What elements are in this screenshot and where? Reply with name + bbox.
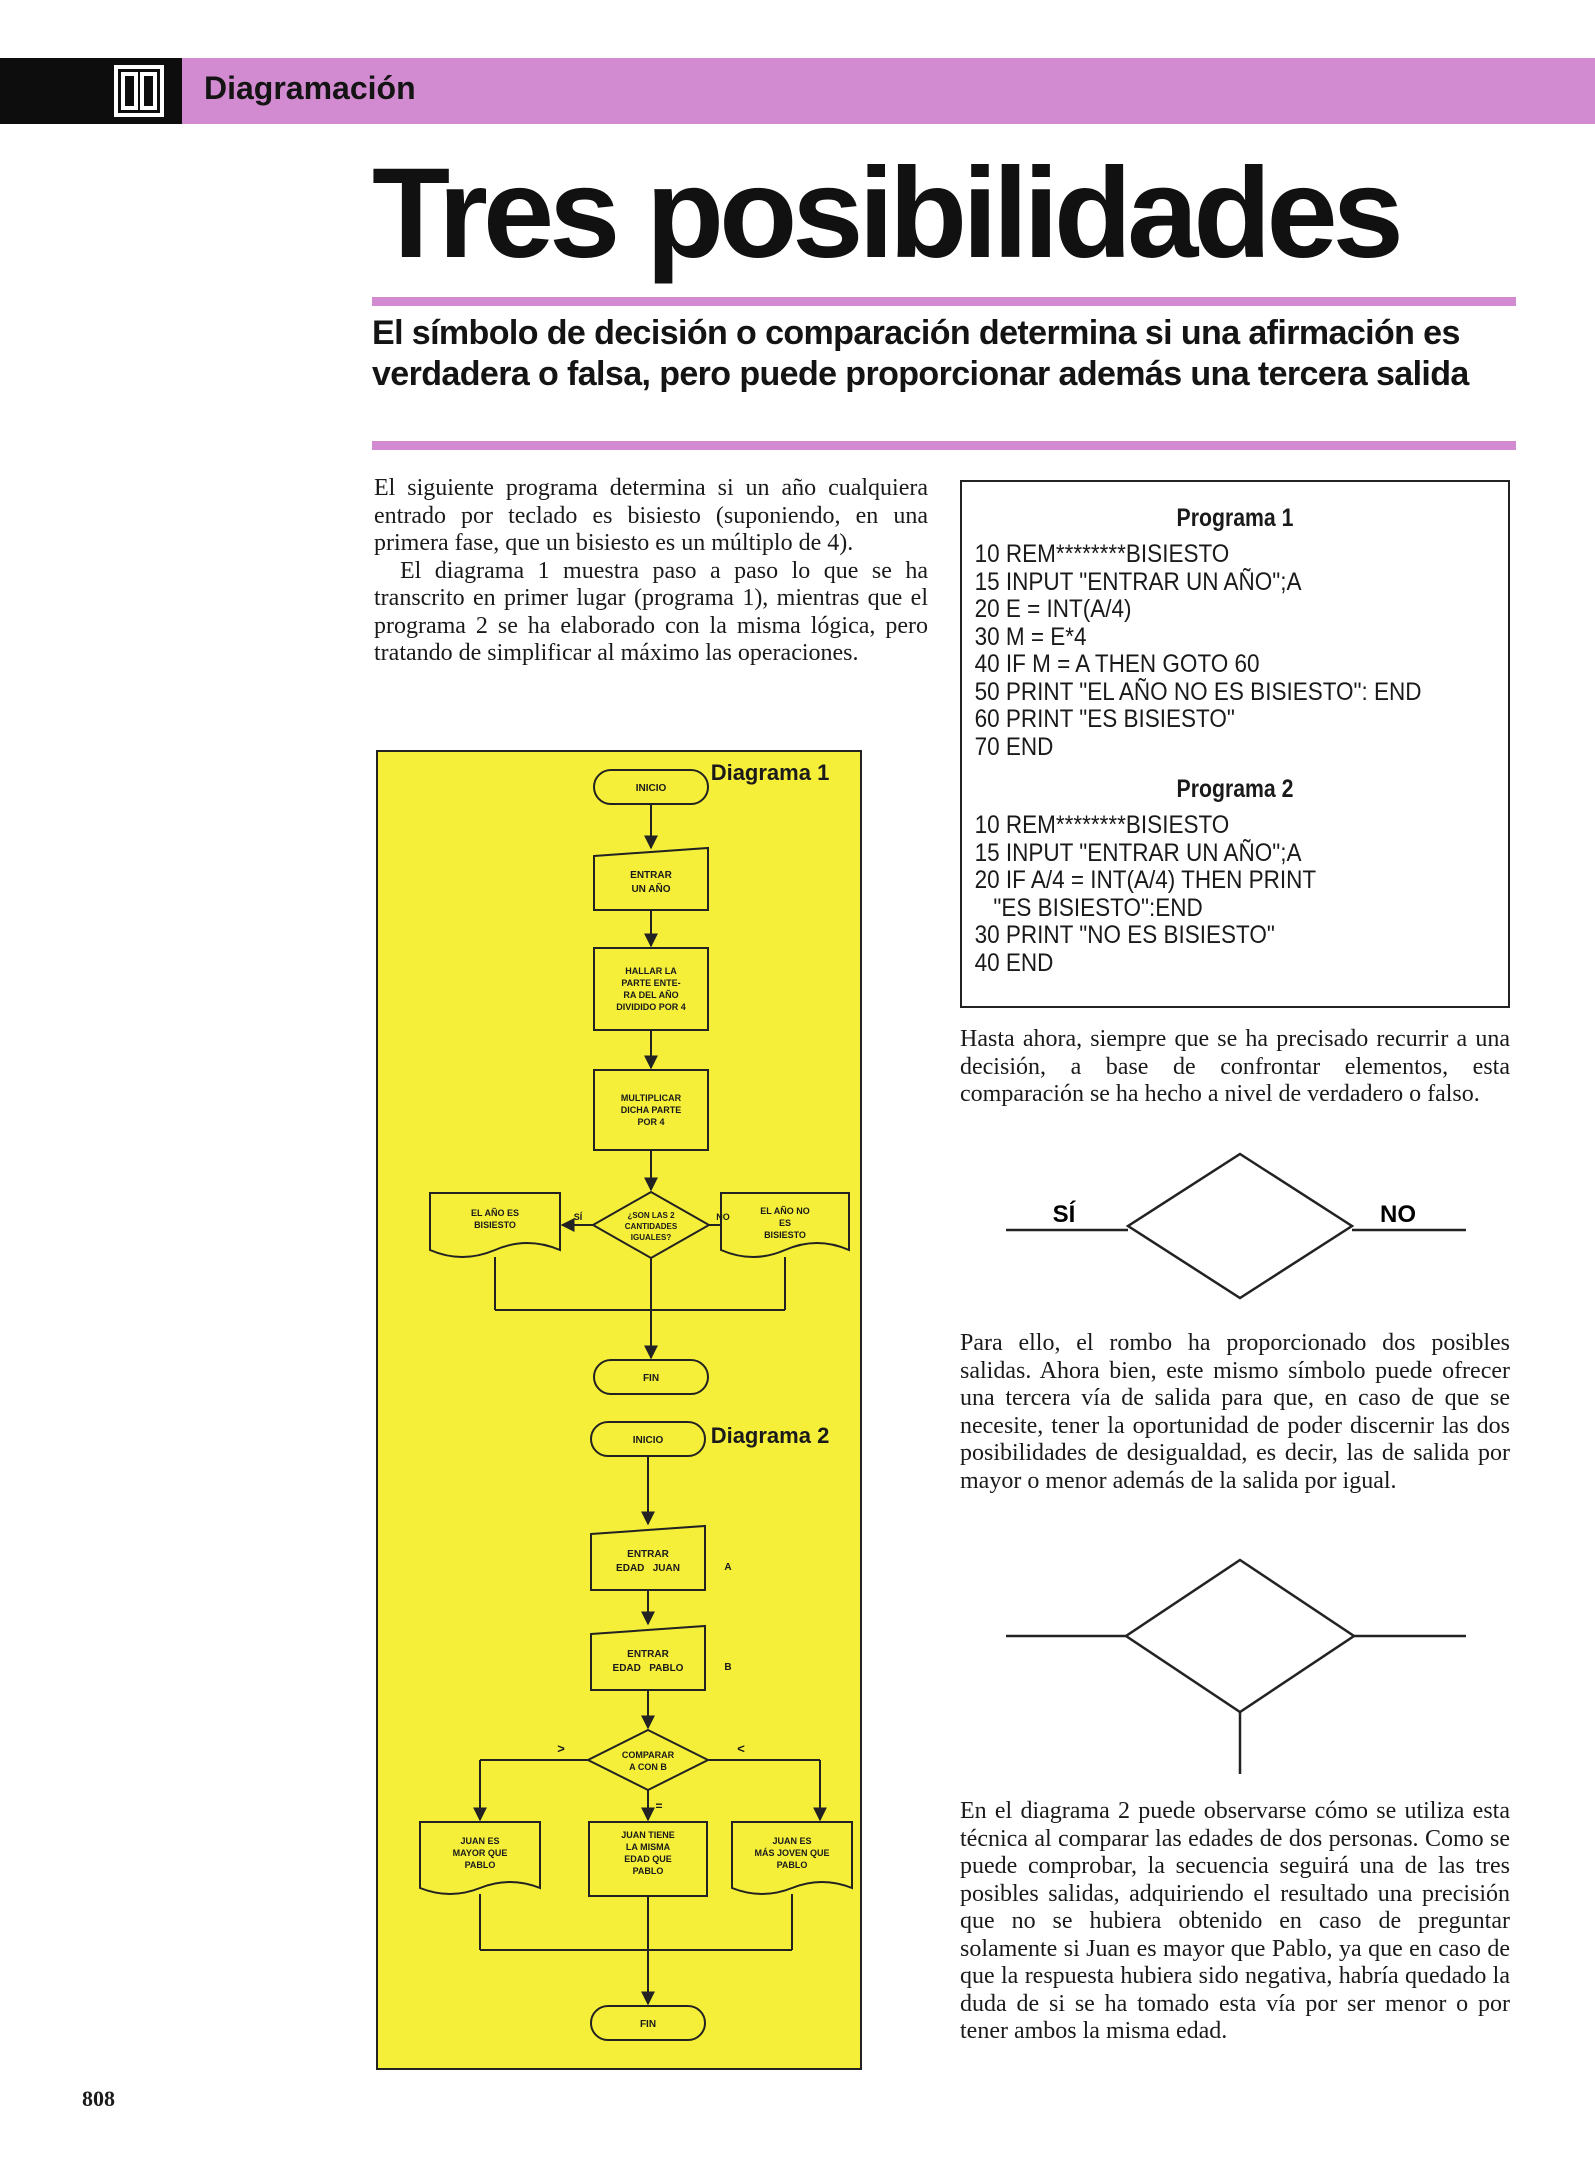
d1-multiplicar-label: POR 4 [637, 1117, 665, 1127]
d1-inicio-label: INICIO [635, 783, 667, 794]
code-line: 20 IF A/4 = INT(A/4) THEN PRINT [974, 866, 1317, 894]
d1-decision-label: IGUALES? [630, 1233, 672, 1242]
d2-left-out-label: MAYOR QUE [452, 1848, 508, 1858]
d1-hallar-label: PARTE ENTE- [621, 978, 681, 988]
d2-entrar-b-label: EDAD PABLO [612, 1663, 684, 1674]
si-label: SÍ [1052, 1201, 1076, 1228]
d1-decision-label: ¿SON LAS 2 [627, 1211, 675, 1220]
d1-entrar-label: ENTRAR [630, 870, 672, 881]
intro-text [374, 475, 928, 668]
flowcharts [376, 750, 862, 2070]
code-line: 10 REM********BISIESTO [974, 811, 1230, 839]
code-line: 50 PRINT "EL AÑO NO ES BISIESTO": END [974, 677, 1422, 706]
d2-decision-label: COMPARAR [621, 1750, 675, 1760]
diagram-2-title: Diagrama 2 [710, 1423, 830, 1448]
d1-no-out-label: ES [778, 1218, 792, 1228]
d1-multiplicar-label: DICHA PARTE [620, 1105, 682, 1115]
d2-mid-out-label: JUAN TIENE [621, 1830, 675, 1840]
d2-entrar-a-label: EDAD JUAN [616, 1563, 680, 1574]
code-line: 30 M = E*4 [974, 622, 1087, 651]
two-way-decision-diagram [1000, 1148, 1470, 1308]
code-line: 15 INPUT "ENTRAR UN AÑO";A [974, 838, 1302, 867]
d2-gt-label: > [557, 1741, 565, 1756]
d1-hallar-label: DIVIDIDO POR 4 [616, 1002, 686, 1012]
d2-eq-label: = [655, 1799, 663, 1813]
d2-fin-label: FIN [639, 2019, 657, 2030]
d2-left-out-label: PABLO [464, 1860, 496, 1870]
intro-paragraph-1: El siguiente programa determina si un año cualquiera entrado por teclado es bisiesto (suponiendo, en una primera fase, que un bisiesto es un múltiplo de 4). [374, 475, 928, 556]
d1-fin-label: FIN [642, 1373, 660, 1384]
no-label: NO [1380, 1201, 1416, 1228]
d1-no-out-label: BISIESTO [764, 1230, 806, 1240]
subtitle-rule [372, 441, 1516, 450]
d2-label-b: B [724, 1662, 732, 1673]
code-line: "ES BISIESTO":END [974, 893, 1203, 922]
intro-paragraph-2: El diagrama 1 muestra paso a paso lo que se ha transcrito en primer lugar (programa 1), mientras que el programa 2 se ha elaborado con la misma lógica, pero tratando de simplificar al máximo las operaciones. [374, 557, 928, 666]
d1-decision-label: CANTIDADES [624, 1222, 678, 1231]
d1-no-label: NO [716, 1212, 730, 1222]
program-2-title: Programa 2 [1176, 775, 1294, 803]
three-way-decision-diagram [1000, 1556, 1470, 1778]
right-paragraph-2: Para ello, el rombo ha proporcionado dos posibles salidas. Ahora bien, este mismo símbolo puede ofrecer una tercera vía de salida para que, en caso de que se necesite, tener la oportunidad de poder discernir las dos posibilidades de desigualdad, es decir, las de salida por mayor o menor además de la salida por igual. [960, 1330, 1510, 1494]
d1-hallar-label: RA DEL AÑO [623, 990, 679, 1000]
d2-mid-out-label: PABLO [632, 1866, 664, 1876]
d1-hallar-process [594, 948, 708, 1030]
code-line: 40 IF M = A THEN GOTO 60 [974, 650, 1260, 678]
right-paragraph-1: Hasta ahora, siempre que se ha precisado recurrir a una decisión, a base de confrontar elementos, esta comparación se ha hecho a nivel de verdadero o falso. [960, 1026, 1510, 1107]
d2-left-out-label: JUAN ES [460, 1836, 500, 1846]
title-rule [372, 297, 1516, 306]
d2-decision-label: A CON B [629, 1762, 667, 1772]
d2-lt-label: < [737, 1741, 745, 1756]
diagram-1-title: Diagrama 1 [710, 760, 830, 785]
d2-left-document [420, 1822, 540, 1894]
d2-right-document [732, 1822, 852, 1894]
program-listing-box [960, 480, 1510, 1008]
d2-right-out-label: MÁS JOVEN QUE [754, 1848, 830, 1858]
section-label: Diagramación [204, 70, 416, 106]
d1-yes-out-label: BISIESTO [474, 1220, 516, 1230]
code-line: 70 END [974, 732, 1054, 761]
d2-decision-diamond [588, 1730, 708, 1790]
program-1-title: Programa 1 [1176, 504, 1294, 532]
d1-multiplicar-label: MULTIPLICAR [620, 1093, 682, 1103]
d2-inicio-label: INICIO [632, 1435, 664, 1446]
d1-hallar-label: HALLAR LA [625, 966, 677, 976]
page-title: Tres posibilidades [372, 142, 1399, 285]
d1-entrar-label: UN AÑO [631, 884, 671, 895]
d2-entrar-b-label: ENTRAR [627, 1649, 669, 1660]
subtitle: El símbolo de decisión o comparación determina si una afirmación es verdadera o falsa, pero puede proporcionar además una tercera salida [372, 314, 1469, 393]
right-paragraph-3: En el diagrama 2 puede observarse cómo se utiliza esta técnica al comparar las edades de dos personas. Como se puede comprobar, la secuencia seguirá una de las tres posibles salidas, adquiriendo el resultado una precisión que no se hubiera obtenido en caso de preguntar solamente si Juan es mayor que Pablo, ya que en caso de que la respuesta hubiera sido negativa, habría quedado la duda de si se ha tomado esta vía por ser menor o por tener ambos la misma edad. [960, 1798, 1510, 2044]
d2-right-out-label: PABLO [776, 1860, 808, 1870]
code-line: 40 END [974, 948, 1054, 977]
code-line: 20 E = INT(A/4) [974, 595, 1132, 623]
code-line: 60 PRINT "ES BISIESTO" [974, 705, 1235, 733]
double-square-icon [114, 64, 164, 118]
d2-right-out-label: JUAN ES [772, 1836, 812, 1846]
page-number: 808 [82, 2086, 115, 2111]
d1-yes-out-label: EL AÑO ES [470, 1208, 520, 1218]
code-line: 10 REM********BISIESTO [974, 540, 1230, 568]
d1-yes-label: SÍ [573, 1212, 583, 1222]
code-line: 15 INPUT "ENTRAR UN AÑO";A [974, 567, 1302, 596]
d2-mid-out-label: EDAD QUE [624, 1854, 672, 1864]
d2-label-a: A [724, 1562, 732, 1573]
d2-entrar-a-label: ENTRAR [627, 1549, 669, 1560]
d1-no-out-label: EL AÑO NO [760, 1206, 810, 1216]
d2-mid-out-label: LA MISMA [625, 1842, 671, 1852]
code-line: 30 PRINT "NO ES BISIESTO" [974, 921, 1275, 949]
